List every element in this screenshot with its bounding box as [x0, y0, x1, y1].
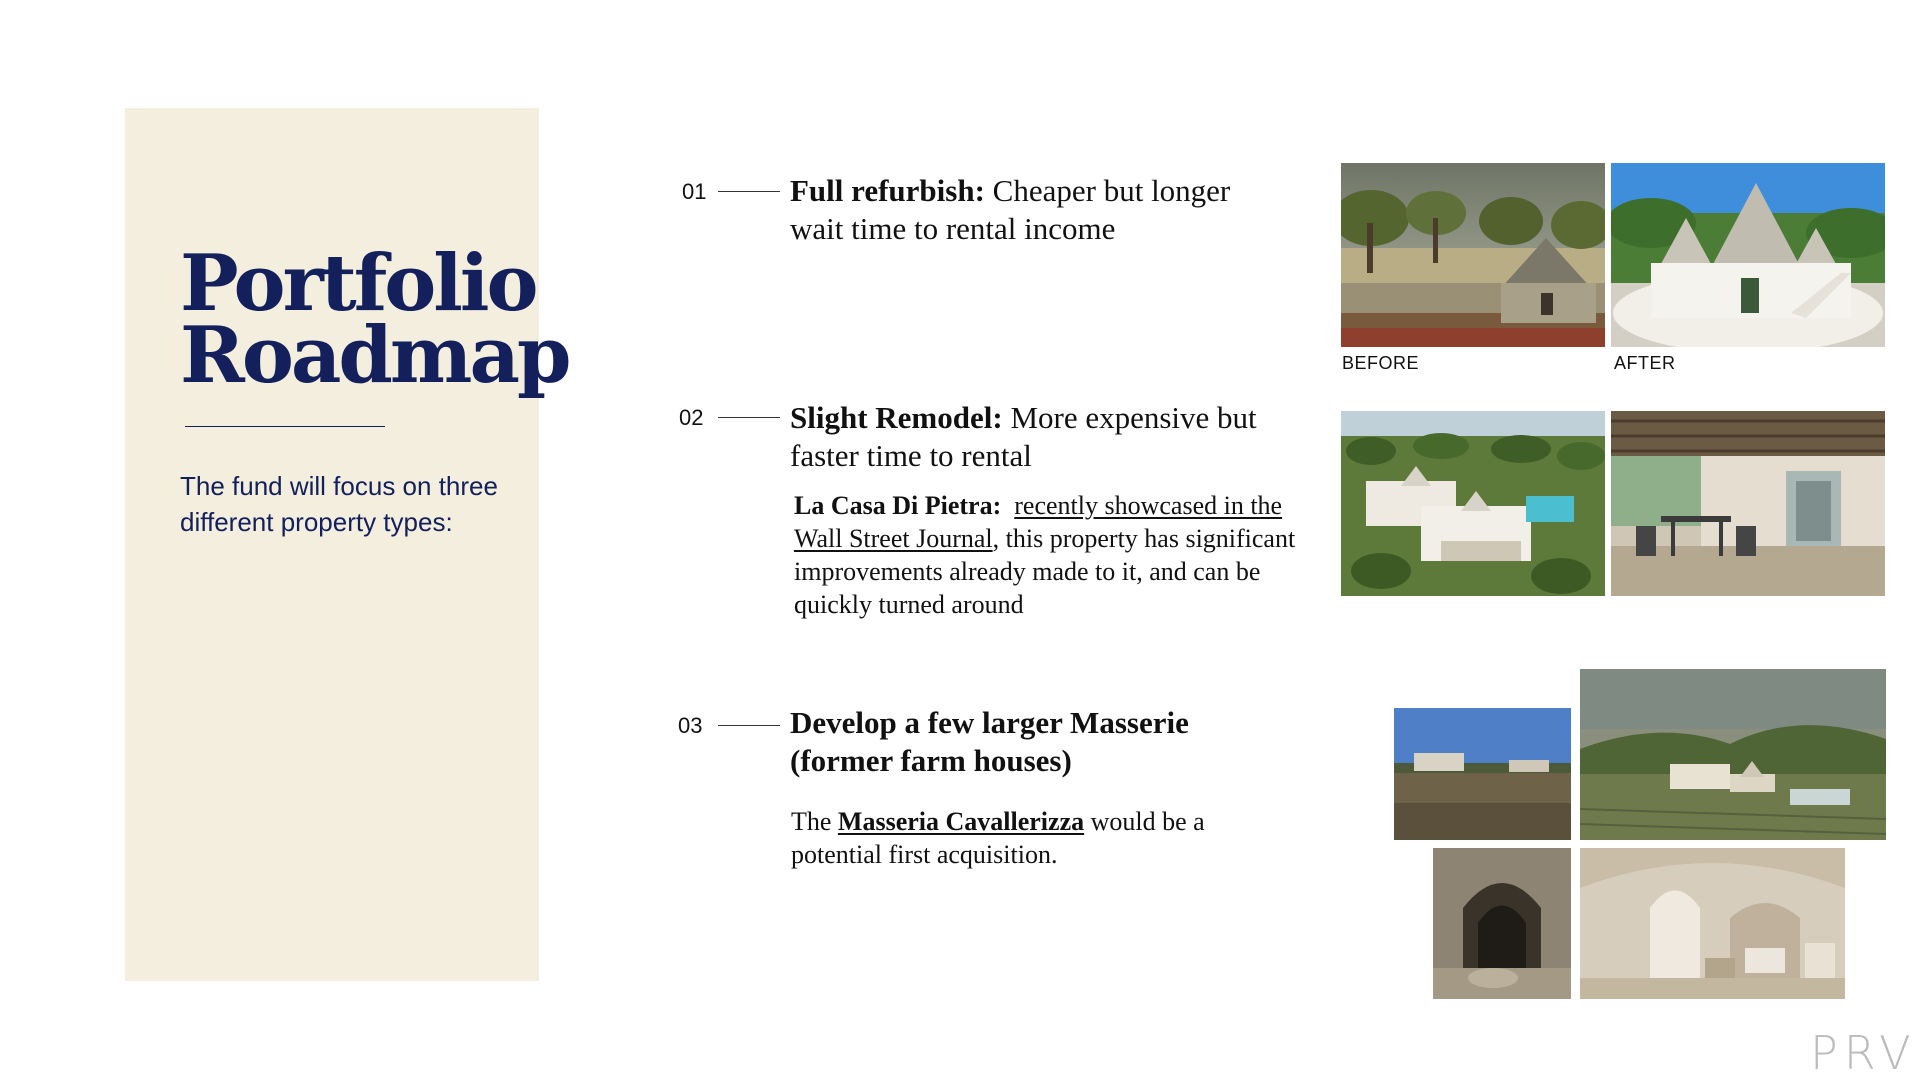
item-body-post-03: would be a potential first acquisition. [791, 807, 1205, 869]
item-heading-02 [790, 399, 1290, 475]
before-trullo-image [1341, 163, 1605, 347]
item-body-rest-02: , this property has significant improvements already made to it, and can be quickly turned around [794, 524, 1296, 619]
title-line-1: Portfolio [180, 238, 536, 329]
wsj-article-link[interactable]: recently showcased in the Wall Street Journal [794, 491, 1283, 553]
page-title [180, 238, 569, 401]
photo-masseria-render [1580, 669, 1886, 840]
title-line-2: Roadmap [180, 310, 569, 401]
sidebar-description: The fund will focus on three different property types: [180, 471, 498, 537]
item-heading-rest-01: Cheaper but longer wait time to rental income [790, 173, 1231, 246]
masseria-cave-image [1433, 848, 1571, 999]
item-connector-03 [718, 725, 780, 726]
item-heading-bold-02: Slight Remodel: [790, 400, 1003, 435]
caption-after: AFTER [1614, 353, 1676, 373]
photo-casa-aerial [1341, 411, 1605, 596]
item-connector-02 [718, 417, 780, 418]
photo-masseria-interior [1580, 848, 1845, 999]
masseria-field-image [1394, 708, 1571, 840]
item-body-02 [794, 489, 1314, 621]
item-heading-01 [790, 172, 1290, 248]
item-heading-rest-02: More expensive but faster time to rental [790, 400, 1257, 473]
masseria-cavallerizza-link[interactable]: Masseria Cavallerizza [837, 807, 1085, 836]
masseria-render-image [1580, 669, 1886, 840]
item-body-pre-03: The [791, 807, 838, 836]
sidebar-panel [125, 108, 569, 981]
item-heading-03: Develop a few larger Masserie (former farm houses) [790, 705, 1189, 778]
item-connector-01 [718, 191, 780, 192]
title-divider [185, 426, 385, 427]
photo-casa-terrace [1611, 411, 1885, 596]
photo-masseria-cave [1433, 848, 1571, 999]
item-number-03: 03 [678, 713, 703, 738]
photo-after-trullo [1611, 163, 1885, 347]
casa-terrace-image [1611, 411, 1885, 596]
after-trullo-image [1611, 163, 1885, 347]
item-number-02: 02 [679, 405, 704, 430]
prv-logo: PRV [1810, 1026, 1917, 1080]
item-number-01: 01 [682, 179, 707, 204]
item-body-03 [791, 805, 1261, 871]
property-name-casa-di-pietra: La Casa Di Pietra: [794, 491, 1002, 520]
photo-before-trullo [1341, 163, 1605, 347]
masseria-interior-image [1580, 848, 1845, 999]
caption-before: BEFORE [1342, 353, 1420, 373]
casa-aerial-image [1341, 411, 1605, 596]
photo-masseria-field [1394, 708, 1571, 840]
item-heading-bold-01: Full refurbish: [790, 173, 985, 208]
